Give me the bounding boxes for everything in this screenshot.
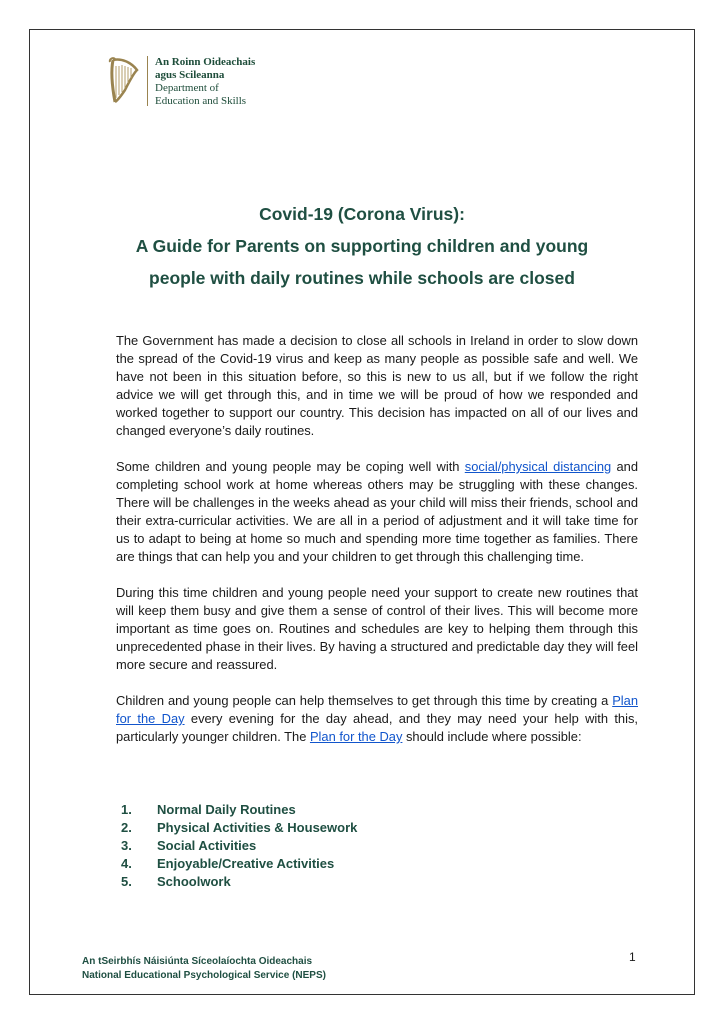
social-distancing-link[interactable]: social/physical distancing: [464, 459, 612, 474]
department-name: [155, 56, 255, 108]
logo-divider: [147, 56, 148, 106]
list-item: [121, 873, 357, 891]
footer-english: National Educational Psychological Service (NEPS): [82, 970, 326, 981]
body-text: [116, 332, 638, 746]
list-number: 3.: [121, 838, 132, 853]
department-logo: [107, 56, 255, 108]
dept-english-line2: Education and Skills: [155, 95, 247, 107]
paragraph-4-text-c: should include where possible:: [402, 729, 582, 744]
list-item-text: Schoolwork: [157, 874, 231, 889]
dept-english-line1: Department of: [155, 82, 219, 94]
plan-components-list: [121, 801, 357, 891]
title-line-2: A Guide for Parents on supporting children and young: [135, 236, 589, 256]
list-item-text: Normal Daily Routines: [157, 802, 296, 817]
title-line-1: Covid-19 (Corona Virus):: [259, 204, 465, 224]
paragraph-2: [116, 458, 638, 566]
paragraph-2-text-a: Some children and young people may be coping well with: [116, 459, 465, 474]
list-item: [121, 855, 357, 873]
page-number: 1: [629, 950, 636, 964]
plan-for-the-day-link[interactable]: Plan for the Day: [116, 693, 638, 726]
list-item-text: Physical Activities & Housework: [157, 820, 358, 835]
list-number: 4.: [121, 856, 132, 871]
dept-irish-line1: An Roinn Oideachais: [155, 56, 256, 68]
paragraph-4-text-a: Children and young people can help themselves to get through this time by creating a: [116, 693, 613, 708]
paragraph-3: During this time children and young people need your support to create new routines that will keep them busy and give them a sense of control of their lives. This will become more important as time goes on. Routines and schedules are key to helping them through this unprecedented phase in their lives. By having a structured and predictable day they will feel more secure and reassured.: [116, 585, 638, 672]
footer: [82, 955, 326, 983]
document-title: [60, 198, 664, 294]
footer-irish: An tSeirbhís Náisiúnta Síceolaíochta Oideachais: [82, 956, 313, 967]
list-number: 1.: [121, 802, 132, 817]
paragraph-4-text-b: every evening for the day ahead, and they may need your help with this, particularly younger children. The: [116, 711, 638, 744]
harp-icon: [107, 56, 141, 106]
list-item-text: Social Activities: [157, 838, 257, 853]
paragraph-2-text-b: and completing school work at home whereas others may be struggling with these changes. There will be challenges in the weeks ahead as your child will miss their friends, school and their extra-curricular activities. We are all in a period of adjustment and it will take time for us to adapt to being at home so much and spending more time together as families. There are things that can help you and your children to get through this challenging time.: [116, 459, 638, 564]
dept-irish-line2: agus Scileanna: [155, 69, 225, 81]
list-item-text: Enjoyable/Creative Activities: [157, 856, 335, 871]
plan-for-the-day-link-2[interactable]: Plan for the Day: [309, 729, 403, 744]
list-item: [121, 819, 357, 837]
paragraph-1: The Government has made a decision to close all schools in Ireland in order to slow down the spread of the Covid-19 virus and keep as many people as possible safe and well. We have not been in this situation before, so this is new to us all, but if we follow the right advice we will get through this, and in time we will be proud of how we responded and worked together to support our country. This decision has impacted on all of our lives and changed everyone’s daily routines.: [116, 333, 638, 438]
list-number: 2.: [121, 820, 132, 835]
list-number: 5.: [121, 874, 132, 889]
paragraph-4: [116, 692, 638, 746]
list-item: [121, 837, 357, 855]
list-item: [121, 801, 357, 819]
title-line-3: people with daily routines while schools are closed: [149, 268, 575, 288]
